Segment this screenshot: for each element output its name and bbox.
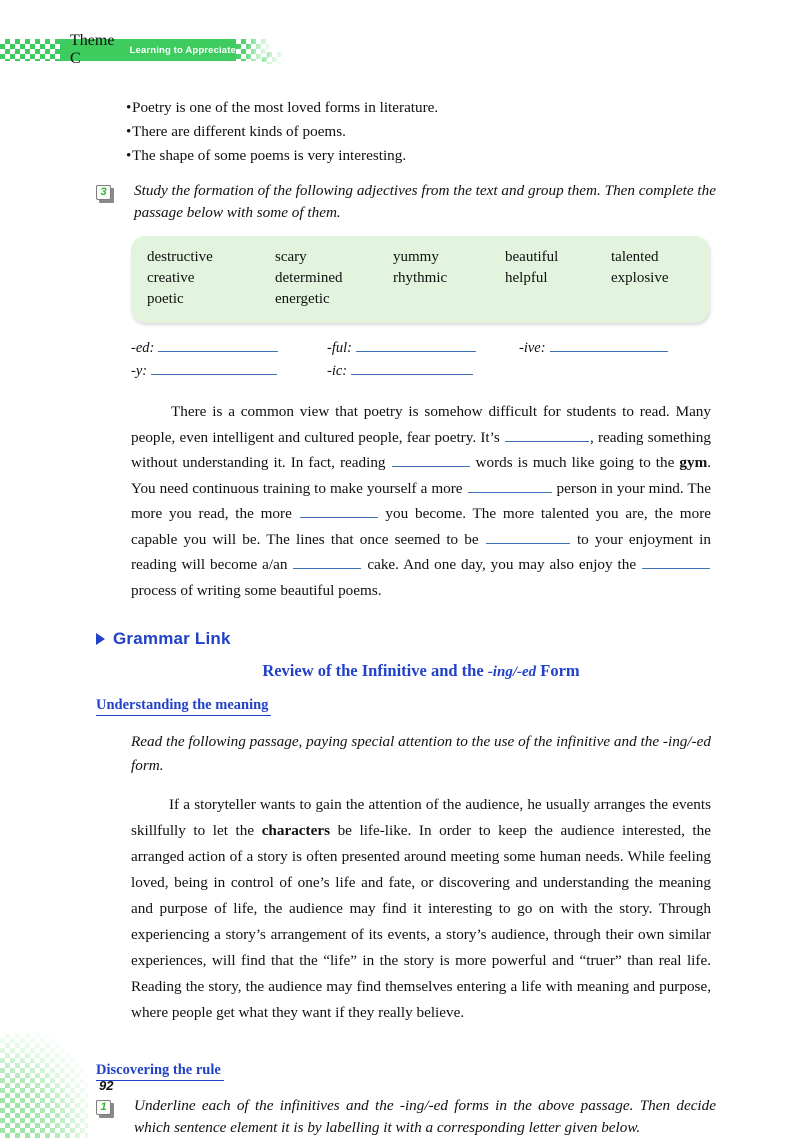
checker-pattern-footer-icon <box>0 1033 88 1138</box>
suffix-row <box>131 337 711 360</box>
badge-number: 3 <box>96 185 111 200</box>
cloze-blank-3[interactable] <box>468 479 552 493</box>
cloze-text-4: . You need continuous training to make yourself a more <box>131 454 712 497</box>
cloze-text-7: to your enjoyment in reading will become a/an <box>131 530 711 573</box>
word-bank-column <box>131 247 275 310</box>
review-title-before: Review of the Infinitive and the <box>262 661 488 680</box>
section-heading-understanding: Understanding the meaning <box>96 697 271 716</box>
theme-banner <box>60 32 236 67</box>
review-title-italic: -ing/-ed <box>487 664 537 680</box>
suffix-input-ful[interactable] <box>356 338 476 352</box>
suffix-entry-ic <box>327 360 519 383</box>
word-bank-item: destructive <box>147 249 213 265</box>
page-header-banner <box>0 32 280 67</box>
review-title-after: Form <box>536 661 580 680</box>
page-number: 92 <box>99 1078 114 1093</box>
grammar-passage-bold-characters: characters <box>261 822 330 839</box>
adjective-word-bank <box>131 236 709 323</box>
checker-pattern-left-icon <box>0 39 64 61</box>
suffix-label-ic: -ic: <box>327 363 348 379</box>
cloze-blank-2[interactable] <box>392 453 470 467</box>
word-bank-item: yummy <box>393 249 439 265</box>
theme-title: Learning to Appreciate <box>129 44 236 56</box>
suffix-entry-y <box>131 360 327 383</box>
word-bank-item: determined <box>275 270 343 286</box>
grammar-link-heading <box>96 629 716 649</box>
cloze-bold-gym: gym <box>679 454 708 471</box>
word-bank-item: talented <box>611 249 659 265</box>
word-bank-column <box>505 247 611 310</box>
cloze-text-1: There is a common view that poetry is somehow difficult for students to read. Many people, even intelligent and cultured people, fear poetry. It’s <box>131 403 711 446</box>
review-title <box>96 661 716 681</box>
cloze-text-5: person in your mind. The more you read, the more <box>131 479 712 522</box>
word-bank-item: explosive <box>611 270 669 286</box>
suffix-label-ful: -ful: <box>327 340 352 356</box>
grammar-passage-part1: If a storyteller wants to gain the attention of the audience, he usually arranges the events skillfully to let the <box>131 796 711 839</box>
badge-number: 1 <box>96 1100 111 1115</box>
cloze-blank-4[interactable] <box>300 504 378 518</box>
section-heading-discovering: Discovering the rule <box>96 1062 224 1081</box>
word-bank-item: poetic <box>147 291 184 307</box>
checker-pattern-scatter-icon <box>262 52 284 64</box>
suffix-entry-ed <box>131 337 327 360</box>
triangle-right-icon <box>96 633 105 645</box>
cloze-passage <box>131 399 711 603</box>
task-1-instruction: Underline each of the infinitives and the -ing/-ed forms in the above passage. Then decide which sentence element it is by labelling it with a corresponding letter given below. <box>134 1097 716 1136</box>
suffix-label-ive: -ive: <box>519 340 546 356</box>
suffix-entry-empty <box>519 360 709 383</box>
suffix-row <box>131 360 711 383</box>
cloze-blank-1[interactable] <box>505 428 589 442</box>
word-bank-item: creative <box>147 270 195 286</box>
suffix-input-ic[interactable] <box>351 361 473 375</box>
cloze-text-6: you become. The more talented you are, the more capable you will be. The lines that once seemed to be <box>131 505 712 548</box>
bullet-list <box>96 96 716 168</box>
suffix-entry-ful <box>327 337 519 360</box>
word-bank-item: rhythmic <box>393 270 448 286</box>
read-prompt: Read the following passage, paying special attention to the use of the infinitive and the -ing/-ed form. <box>131 733 711 774</box>
list-item: • There are different kinds of poems. <box>96 120 716 144</box>
grammar-link-label: Grammar Link <box>113 629 231 648</box>
suffix-label-y: -y: <box>131 363 148 379</box>
suffix-entry-ive <box>519 337 709 360</box>
task-number-badge <box>96 1100 112 1116</box>
task-3 <box>96 180 716 224</box>
word-bank-column <box>611 247 709 310</box>
cloze-text-9: process of writing some beautiful poems. <box>131 581 382 599</box>
word-bank-item: helpful <box>505 270 548 286</box>
suffix-label-ed: -ed: <box>131 340 155 356</box>
cloze-blank-5[interactable] <box>486 530 570 544</box>
suffix-input-ive[interactable] <box>550 338 668 352</box>
cloze-text-8: cake. And one day, you may also enjoy the <box>367 556 637 573</box>
word-bank-item: energetic <box>275 291 330 307</box>
task-3-instruction: Study the formation of the following adjectives from the text and group them. Then complete the passage below with some of them. <box>134 182 716 221</box>
cloze-blank-6[interactable] <box>293 555 361 569</box>
grammar-passage <box>131 792 711 1026</box>
section-discovering-wrap <box>96 1046 716 1081</box>
suffix-input-y[interactable] <box>151 361 277 375</box>
word-bank-item: beautiful <box>505 249 559 265</box>
word-bank-column <box>275 247 393 310</box>
theme-label: Theme C <box>70 32 115 67</box>
suffix-input-ed[interactable] <box>158 338 278 352</box>
word-bank-column <box>393 247 505 310</box>
suffix-answer-grid <box>131 337 711 383</box>
cloze-text-3: words is much like going to the <box>475 454 675 471</box>
cloze-text-2: , reading something without understanding it. In fact, reading <box>131 428 711 471</box>
grammar-passage-part2: be life-like. In order to keep the audience interested, the arranged action of a story is often presented around meeting some human needs. While feeling loved, being in control of one’s life and fate, or discovering and understanding the meaning and purpose of life, the audience may find it interesting to go on with the story. Through experiencing a story’s arrangement of its events, a story’s audience, through their own similar experiences, will find that the “life” in the story is more powerful and “truer” than real life. Reading the story, the audience may find themselves entering a life with meaning and purpose, where people get what they want if they really believe. <box>131 822 711 1021</box>
page-content <box>96 96 716 1139</box>
list-item: • Poetry is one of the most loved forms in literature. <box>96 96 716 120</box>
task-number-badge <box>96 185 112 201</box>
cloze-blank-7[interactable] <box>642 555 710 569</box>
list-item: • The shape of some poems is very interesting. <box>96 144 716 168</box>
word-bank-item: scary <box>275 249 307 265</box>
section-understanding-wrap <box>96 681 716 716</box>
task-1 <box>96 1095 716 1139</box>
